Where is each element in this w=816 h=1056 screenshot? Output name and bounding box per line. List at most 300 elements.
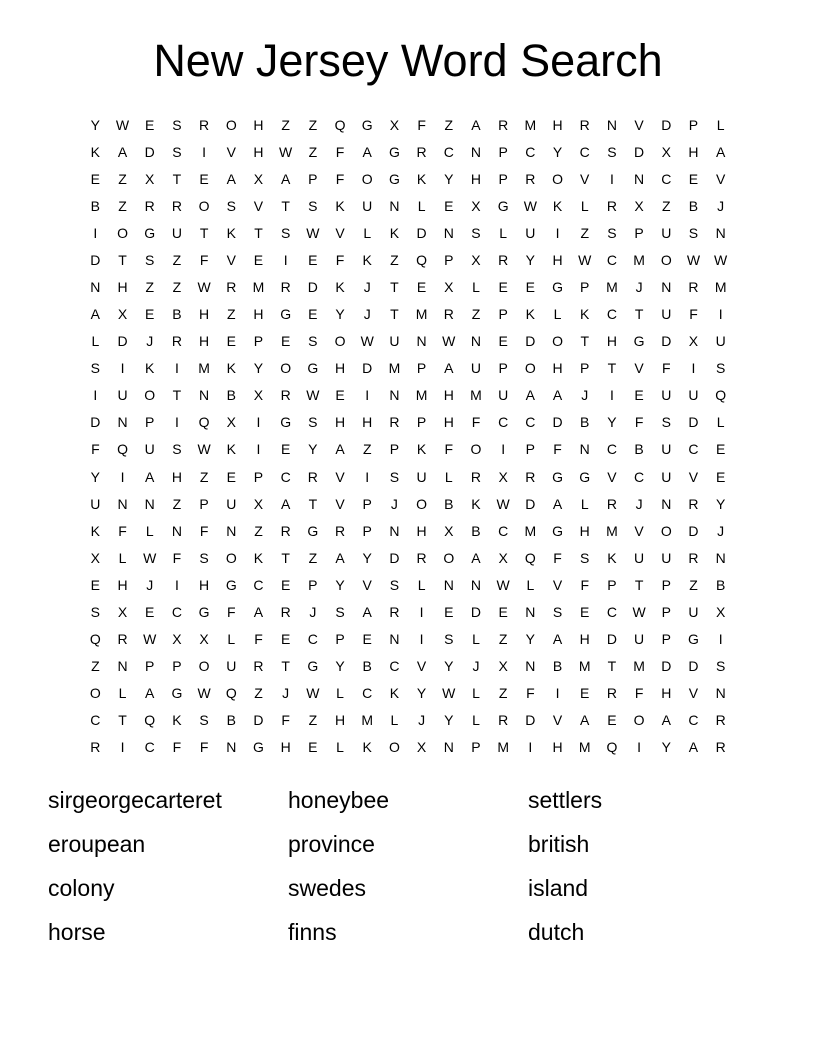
grid-letter: W: [686, 251, 701, 268]
grid-letter: B: [226, 712, 236, 729]
grid-letter: L: [526, 576, 535, 593]
grid-letter: B: [552, 658, 563, 675]
grid-letter: E: [90, 170, 101, 187]
grid-letter: S: [335, 603, 345, 620]
grid-letter: Y: [335, 306, 345, 323]
grid-row: [82, 273, 735, 300]
grid-letter: G: [144, 224, 156, 241]
grid-letter: E: [226, 468, 236, 485]
grid-letter: P: [416, 360, 427, 377]
grid-letter: F: [172, 549, 182, 566]
grid-letter: R: [579, 116, 590, 133]
grid-letter: D: [552, 414, 563, 431]
grid-letter: U: [715, 333, 726, 350]
grid-letter: G: [388, 170, 400, 187]
grid-letter: K: [90, 522, 101, 539]
grid-letter: F: [634, 685, 644, 702]
grid-letter: C: [579, 143, 590, 160]
grid-letter: M: [633, 658, 645, 675]
grid-letter: H: [334, 360, 346, 377]
grid-letter: X: [253, 387, 264, 404]
grid-letter: H: [552, 360, 563, 377]
grid-letter: L: [499, 224, 508, 241]
grid-letter: E: [308, 306, 318, 323]
grid-letter: I: [691, 360, 696, 377]
grid-letter: C: [362, 685, 373, 702]
grid-letter: V: [362, 576, 372, 593]
grid-letter: A: [552, 387, 563, 404]
grid-letter: U: [634, 549, 645, 566]
grid-letter: I: [120, 468, 125, 485]
grid-letter: W: [442, 685, 456, 702]
grid-letter: A: [145, 685, 155, 702]
grid-letter: T: [634, 576, 644, 593]
grid-letter: W: [496, 495, 510, 512]
grid-letter: R: [307, 468, 318, 485]
grid-letter: Z: [281, 116, 290, 133]
grid-letter: U: [661, 468, 672, 485]
grid-letter: F: [417, 116, 426, 133]
grid-letter: E: [280, 333, 291, 350]
grid-letter: I: [718, 631, 723, 648]
grid-letter: G: [253, 739, 264, 756]
grid-letter: H: [443, 414, 454, 431]
grid-letter: L: [118, 685, 127, 702]
grid-letter: G: [198, 603, 210, 620]
grid-letter: K: [607, 549, 617, 566]
grid-letter: E: [715, 468, 726, 485]
grid-letter: B: [688, 197, 699, 214]
grid-letter: F: [471, 414, 481, 431]
word-item: province: [288, 830, 375, 857]
grid-letter: Q: [715, 387, 727, 404]
grid-letter: H: [416, 522, 427, 539]
word-item: eroupean: [48, 830, 146, 857]
grid-letter: A: [525, 387, 536, 404]
grid-letter: P: [335, 631, 345, 648]
grid-letter: W: [714, 251, 728, 268]
grid-letter: A: [280, 170, 291, 187]
grid-letter: E: [715, 441, 726, 458]
grid-letter: V: [607, 468, 617, 485]
grid-letter: H: [253, 306, 264, 323]
grid-letter: V: [688, 468, 699, 485]
grid-letter: J: [146, 333, 154, 350]
grid-letter: R: [280, 603, 291, 620]
grid-letter: I: [609, 170, 614, 187]
word-item: swedes: [288, 874, 366, 901]
grid-letter: W: [115, 116, 130, 133]
grid-letter: M: [252, 279, 265, 295]
grid-letter: H: [661, 685, 672, 702]
word-item: horse: [48, 918, 106, 945]
grid-letter: M: [633, 251, 645, 268]
grid-letter: F: [526, 685, 535, 702]
grid-letter: R: [498, 116, 509, 133]
grid-letter: K: [335, 197, 345, 214]
grid-letter: U: [226, 495, 237, 512]
grid-letter: K: [580, 306, 590, 323]
grid-letter: V: [335, 224, 345, 241]
grid-letter: K: [525, 306, 536, 323]
grid-letter: Z: [199, 468, 209, 485]
grid-letter: R: [280, 279, 291, 295]
grid-letter: D: [525, 495, 536, 512]
grid-letter: X: [471, 197, 481, 214]
grid-letter: E: [362, 631, 372, 648]
grid-letter: N: [90, 279, 101, 295]
grid-letter: R: [334, 522, 346, 539]
grid-letter: X: [688, 333, 699, 350]
grid-letter: V: [416, 658, 427, 675]
grid-letter: G: [688, 631, 699, 648]
grid-letter: O: [280, 360, 292, 377]
grid-letter: P: [498, 306, 508, 323]
grid-letter: F: [281, 712, 290, 729]
grid-letter: K: [552, 197, 563, 214]
letter-grid: [82, 111, 735, 761]
grid-letter: I: [555, 224, 560, 241]
grid-letter: I: [419, 631, 424, 648]
grid-letter: F: [254, 631, 263, 648]
grid-letter: P: [498, 143, 508, 160]
grid-letter: D: [606, 631, 617, 648]
grid-letter: U: [226, 658, 237, 675]
grid-letter: N: [144, 495, 155, 512]
grid-letter: E: [280, 576, 291, 593]
grid-letter: R: [715, 739, 726, 756]
grid-letter: E: [145, 306, 155, 323]
grid-letter: N: [470, 333, 482, 350]
grid-letter: R: [416, 549, 427, 566]
grid-letter: T: [281, 549, 290, 566]
grid-letter: Y: [335, 658, 345, 675]
grid-letter: A: [253, 603, 264, 620]
grid-letter: G: [552, 468, 563, 485]
grid-letter: P: [580, 279, 590, 295]
grid-letter: N: [226, 522, 237, 539]
grid-letter: J: [418, 712, 426, 729]
grid-letter: Z: [172, 251, 182, 268]
grid-letter: R: [688, 549, 699, 566]
grid-letter: A: [661, 712, 671, 729]
grid-letter: Q: [89, 631, 101, 648]
grid-letter: V: [226, 251, 236, 268]
grid-letter: P: [199, 495, 209, 512]
grid-letter: J: [635, 279, 643, 295]
grid-letter: V: [634, 522, 644, 539]
grid-letter: O: [388, 739, 400, 756]
grid-letter: I: [202, 143, 207, 160]
grid-letter: C: [606, 306, 617, 323]
grid-letter: C: [606, 603, 617, 620]
grid-letter: V: [634, 116, 644, 133]
grid-letter: J: [309, 603, 317, 620]
grid-letter: E: [444, 603, 454, 620]
grid-letter: S: [389, 576, 400, 593]
grid-letter: A: [580, 712, 590, 729]
grid-letter: U: [634, 631, 645, 648]
grid-letter: G: [280, 306, 292, 323]
grid-row: [82, 517, 735, 544]
grid-letter: B: [715, 576, 726, 593]
grid-letter: K: [172, 712, 182, 729]
grid-row: [82, 436, 735, 463]
grid-letter: B: [90, 197, 101, 214]
grid-letter: D: [307, 279, 318, 295]
grid-letter: M: [524, 116, 537, 133]
grid-letter: F: [199, 522, 209, 539]
grid-letter: O: [198, 197, 210, 214]
grid-letter: N: [389, 522, 400, 539]
grid-letter: W: [360, 333, 374, 350]
grid-letter: H: [606, 333, 617, 350]
grid-letter: O: [552, 170, 563, 187]
grid-letter: F: [335, 251, 345, 268]
grid-letter: V: [634, 360, 644, 377]
grid-letter: I: [365, 468, 370, 485]
grid-letter: F: [689, 306, 698, 323]
grid-letter: U: [90, 495, 101, 512]
grid-letter: Z: [118, 170, 127, 187]
grid-letter: N: [117, 658, 128, 675]
grid-letter: G: [497, 197, 509, 214]
grid-row: [82, 111, 735, 138]
grid-letter: H: [253, 143, 264, 160]
grid-letter: Z: [227, 306, 236, 323]
grid-letter: F: [335, 143, 345, 160]
grid-letter: A: [552, 631, 563, 648]
grid-letter: A: [471, 549, 481, 566]
grid-letter: J: [282, 685, 290, 702]
grid-letter: D: [634, 143, 645, 160]
grid-letter: L: [472, 712, 480, 729]
word-item: british: [528, 830, 590, 857]
grid-letter: T: [199, 224, 209, 241]
grid-letter: Z: [444, 116, 454, 133]
grid-letter: D: [362, 360, 373, 377]
grid-letter: L: [118, 549, 127, 566]
grid-letter: A: [362, 143, 372, 160]
grid-letter: A: [471, 116, 481, 133]
grid-letter: V: [226, 143, 236, 160]
word-list-column: [48, 778, 288, 954]
grid-letter: J: [390, 495, 398, 512]
grid-letter: R: [525, 468, 536, 485]
grid-letter: K: [416, 441, 427, 458]
grid-letter: I: [528, 739, 533, 756]
grid-row: [82, 382, 735, 409]
grid-letter: T: [172, 387, 182, 404]
grid-row: [82, 355, 735, 382]
grid-letter: N: [470, 576, 482, 593]
grid-letter: G: [633, 333, 645, 350]
grid-letter: O: [524, 360, 536, 377]
grid-letter: B: [444, 495, 454, 512]
grid-letter: A: [145, 468, 155, 485]
grid-letter: I: [120, 360, 125, 377]
grid-letter: C: [661, 170, 672, 187]
grid-letter: I: [637, 739, 642, 756]
word-item: island: [528, 874, 589, 901]
grid-letter: S: [688, 224, 699, 241]
grid-letter: C: [443, 143, 454, 160]
grid-letter: M: [524, 522, 537, 539]
grid-letter: X: [117, 603, 128, 620]
grid-letter: P: [172, 658, 182, 675]
grid-letter: E: [444, 197, 454, 214]
grid-letter: T: [634, 306, 644, 323]
grid-letter: E: [607, 712, 617, 729]
grid-letter: Q: [117, 441, 128, 458]
grid-letter: C: [280, 468, 291, 485]
grid-letter: E: [580, 603, 590, 620]
grid-letter: V: [688, 685, 699, 702]
grid-letter: H: [552, 251, 563, 268]
grid-letter: S: [715, 360, 726, 377]
grid-letter: P: [580, 360, 590, 377]
grid-letter: Y: [661, 739, 671, 756]
grid-letter: Y: [525, 251, 536, 268]
grid-letter: C: [389, 658, 400, 675]
grid-letter: W: [143, 631, 157, 648]
grid-letter: L: [444, 468, 453, 485]
grid-letter: P: [389, 441, 400, 458]
grid-letter: P: [362, 522, 372, 539]
grid-letter: I: [718, 306, 723, 323]
grid-letter: H: [253, 116, 264, 133]
grid-letter: P: [145, 414, 155, 431]
grid-letter: E: [498, 333, 508, 350]
grid-letter: L: [336, 739, 344, 756]
grid-letter: O: [144, 387, 156, 404]
grid-letter: F: [227, 603, 236, 620]
grid-letter: I: [174, 414, 179, 431]
grid-letter: D: [661, 116, 672, 133]
grid-letter: P: [444, 251, 454, 268]
grid-letter: O: [660, 522, 672, 539]
grid-letter: A: [335, 441, 345, 458]
grid-letter: S: [389, 468, 400, 485]
grid-letter: M: [198, 360, 210, 377]
grid-letter: F: [553, 441, 562, 458]
grid-letter: S: [90, 360, 101, 377]
grid-letter: S: [308, 197, 318, 214]
grid-letter: C: [498, 522, 509, 539]
grid-row: [82, 544, 735, 571]
grid-letter: L: [472, 279, 480, 295]
grid-letter: W: [279, 143, 293, 160]
grid-letter: S: [172, 116, 182, 133]
grid-letter: N: [525, 658, 536, 675]
grid-letter: D: [253, 712, 264, 729]
grid-letter: W: [523, 197, 537, 214]
grid-letter: A: [688, 739, 699, 756]
grid-letter: Q: [416, 251, 428, 268]
grid-letter: S: [607, 224, 617, 241]
grid-letter: K: [362, 251, 372, 268]
grid-letter: I: [419, 603, 424, 620]
grid-letter: J: [717, 522, 725, 539]
grid-letter: N: [661, 279, 672, 295]
grid-letter: G: [307, 522, 319, 539]
grid-letter: E: [253, 251, 264, 268]
grid-letter: N: [443, 739, 454, 756]
grid-letter: R: [688, 495, 699, 512]
word-item: dutch: [528, 918, 585, 945]
grid-letter: A: [552, 495, 563, 512]
grid-letter: C: [253, 576, 264, 593]
grid-row: [82, 734, 735, 761]
grid-letter: C: [525, 143, 536, 160]
grid-letter: M: [578, 658, 591, 675]
grid-letter: C: [525, 414, 536, 431]
grid-letter: S: [552, 603, 563, 620]
grid-letter: X: [498, 468, 508, 485]
grid-letter: V: [335, 468, 345, 485]
grid-letter: V: [580, 170, 590, 187]
grid-letter: U: [362, 197, 373, 214]
grid-letter: K: [335, 279, 345, 295]
grid-letter: T: [118, 712, 127, 729]
grid-row: [82, 301, 735, 328]
grid-letter: F: [172, 739, 182, 756]
grid-letter: M: [415, 387, 428, 404]
grid-letter: D: [90, 414, 101, 431]
grid-letter: N: [715, 549, 726, 566]
grid-letter: K: [389, 224, 400, 241]
grid-letter: R: [525, 170, 536, 187]
grid-letter: M: [388, 360, 401, 377]
grid-letter: M: [497, 739, 509, 756]
grid-letter: Z: [362, 441, 372, 458]
grid-letter: U: [661, 387, 672, 404]
grid-letter: X: [498, 658, 508, 675]
grid-letter: S: [607, 143, 617, 160]
grid-letter: N: [606, 116, 617, 133]
grid-letter: T: [580, 333, 589, 350]
grid-letter: O: [225, 116, 237, 133]
grid-letter: Y: [416, 685, 427, 702]
grid-letter: U: [661, 306, 672, 323]
grid-letter: A: [117, 143, 128, 160]
grid-letter: J: [363, 306, 371, 323]
grid-letter: W: [442, 333, 456, 350]
grid-letter: C: [606, 441, 617, 458]
grid-letter: E: [498, 279, 508, 295]
grid-letter: M: [361, 712, 374, 729]
grid-letter: E: [90, 576, 101, 593]
grid-letter: R: [280, 522, 291, 539]
grid-letter: E: [226, 333, 236, 350]
grid-letter: S: [172, 441, 182, 458]
grid-letter: P: [498, 170, 508, 187]
grid-letter: W: [197, 441, 211, 458]
grid-letter: F: [335, 170, 345, 187]
grid-letter: N: [579, 441, 590, 458]
grid-letter: I: [256, 441, 261, 458]
grid-letter: Z: [580, 224, 589, 241]
grid-letter: R: [606, 685, 617, 702]
grid-letter: C: [688, 441, 699, 458]
grid-letter: Q: [334, 116, 346, 133]
grid-letter: U: [661, 441, 672, 458]
grid-letter: X: [226, 414, 236, 431]
grid-letter: X: [199, 631, 209, 648]
grid-letter: M: [415, 306, 428, 323]
grid-letter: H: [117, 576, 128, 593]
grid-letter: L: [417, 197, 426, 214]
